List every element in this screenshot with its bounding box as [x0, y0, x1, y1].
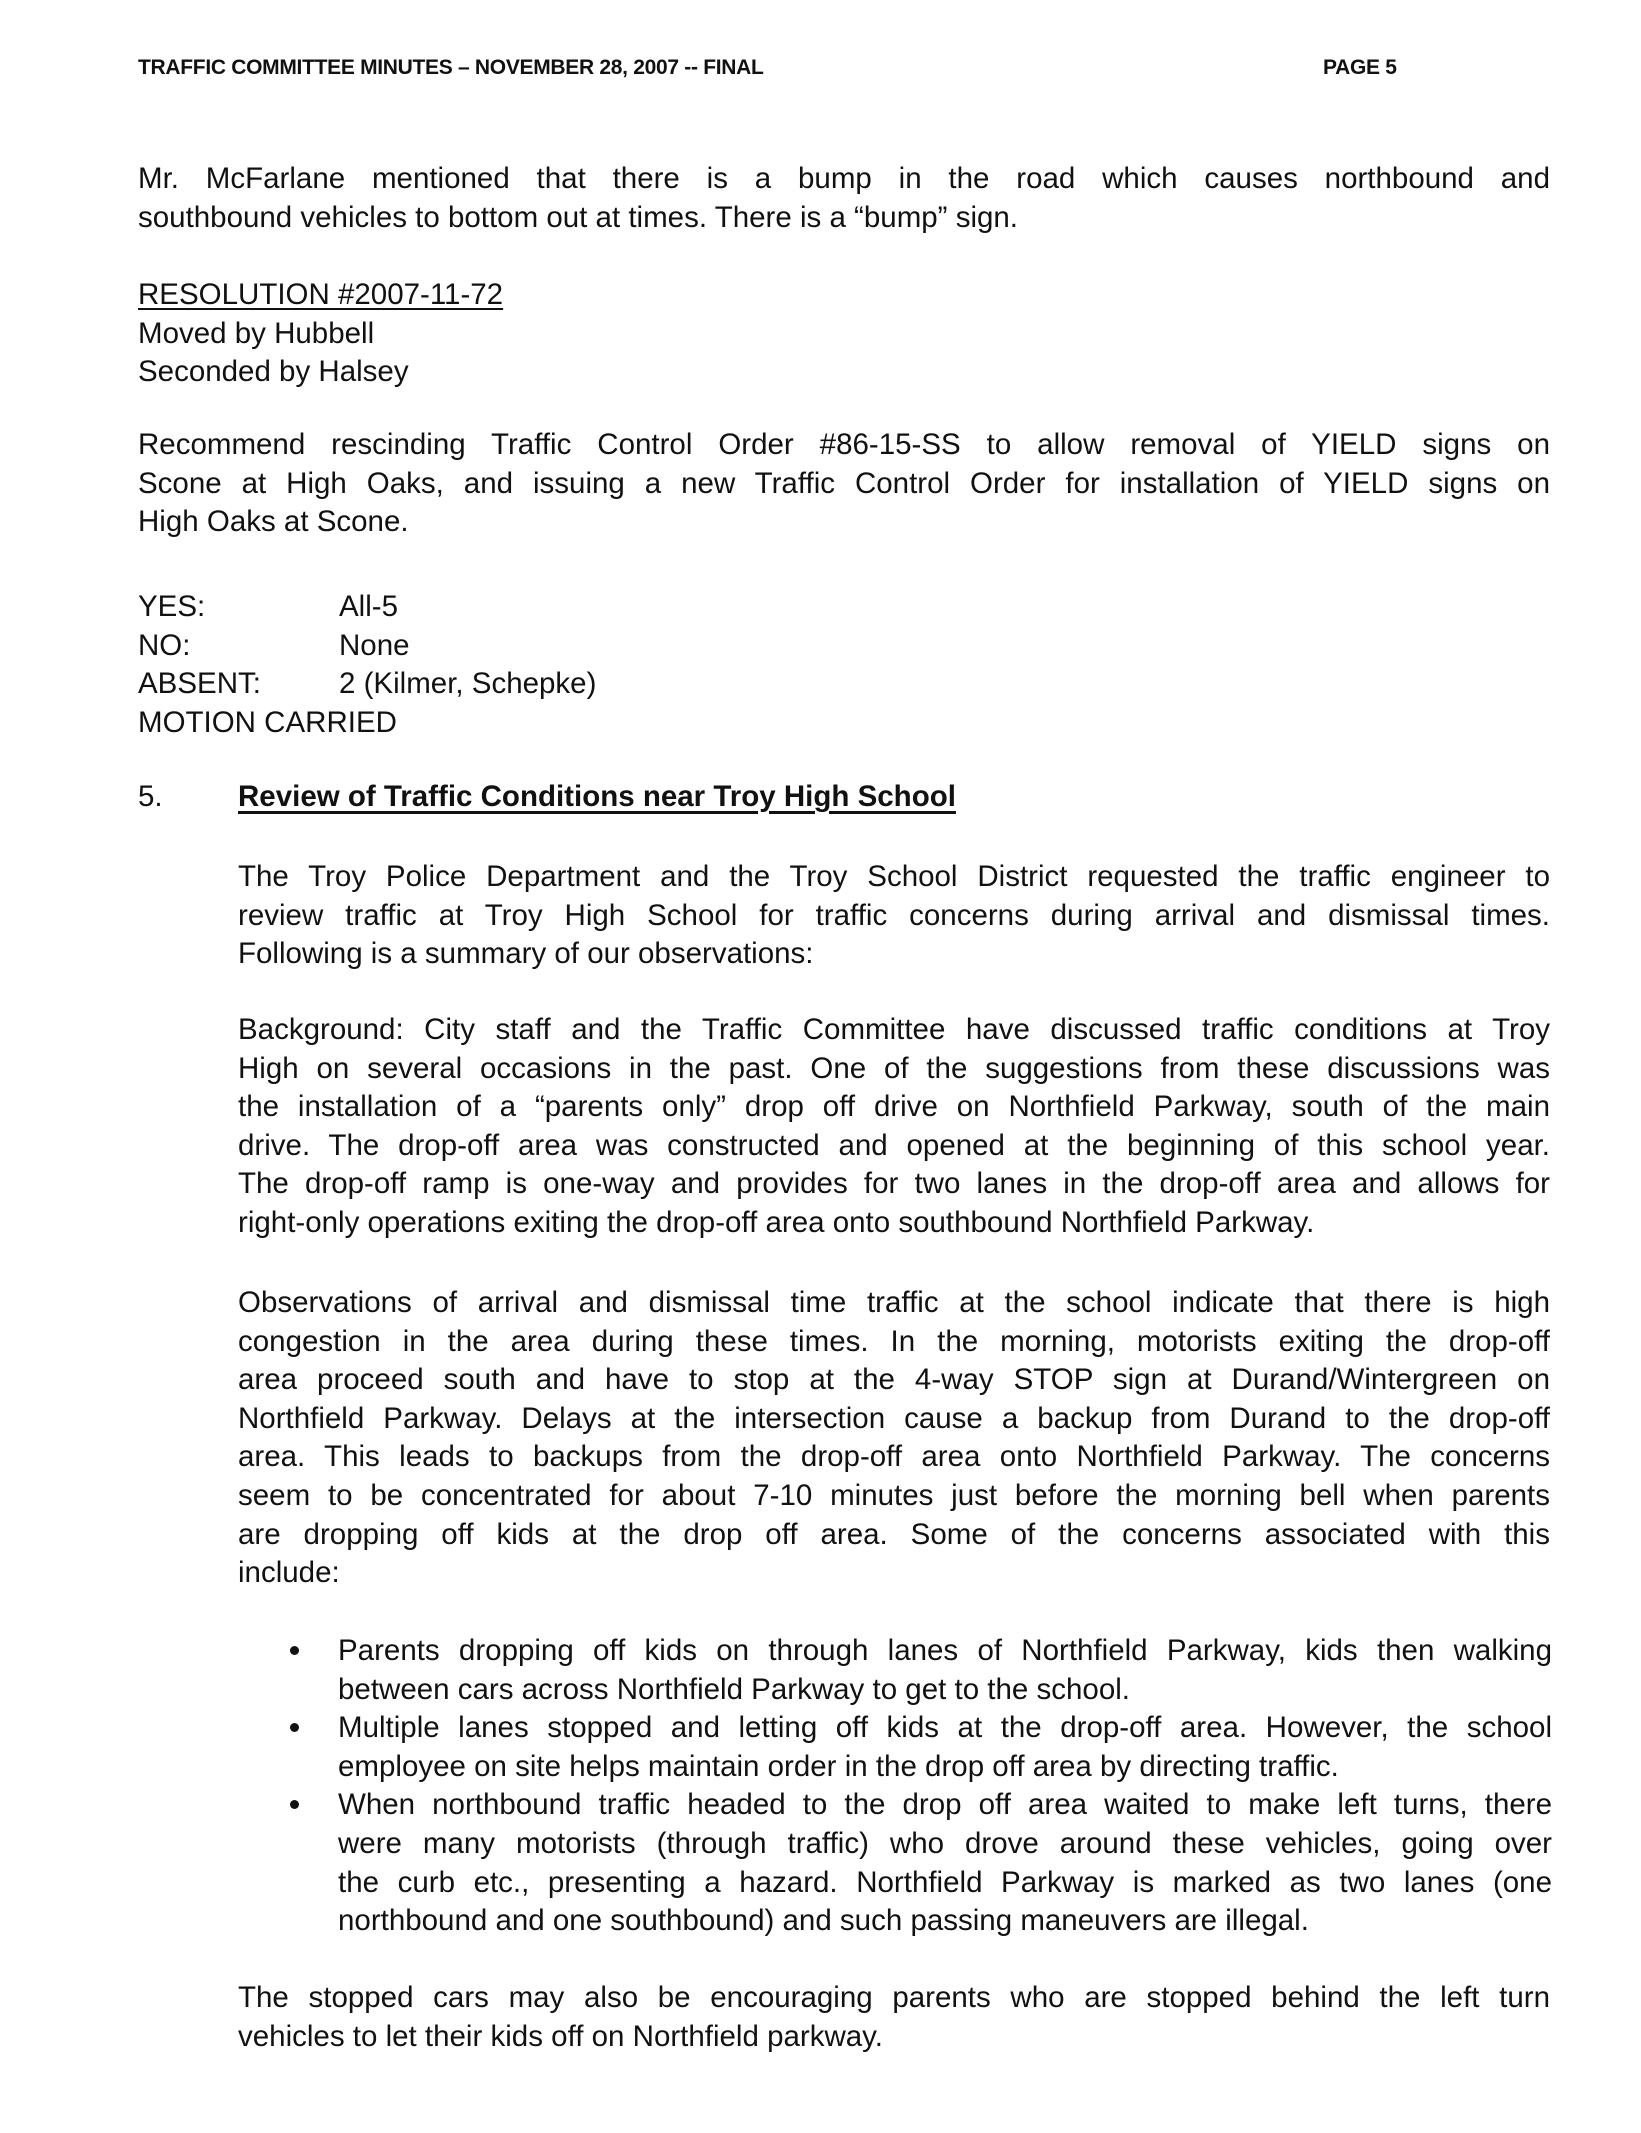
text-line: High Oaks at Scone.: [138, 505, 409, 539]
seconded-by: Seconded by Halsey: [138, 355, 409, 389]
resolution-text: [138, 426, 1550, 542]
text-line: the curb etc., presenting a hazard. Northfield Parkway is marked as two lanes (one: [338, 1865, 1552, 1899]
text-line: review traffic at Troy High School for traffic concerns during arrival and dismissal times.: [238, 898, 1550, 932]
text-line: Following is a summary of our observations:: [238, 937, 814, 971]
motion-result-text: MOTION CARRIED: [138, 705, 397, 739]
concerns-list: [290, 1632, 1552, 1941]
text-line: Parents dropping off kids on through lanes of Northfield Parkway, kids then walking: [338, 1634, 1552, 1667]
text-line: Multiple lanes stopped and letting off kids at the drop-off area. However, the school: [338, 1711, 1552, 1745]
section5-paragraph-1: [238, 858, 1550, 974]
vote-row-yes: [138, 588, 596, 627]
text-line: vehicles to let their kids off on Northfield parkway.: [238, 2019, 883, 2053]
text-line: southbound vehicles to bottom out at times. There is a “bump” sign.: [138, 200, 1019, 234]
text-line: area. This leads to backups from the drop-off area onto Northfield Parkway. The concerns: [238, 1440, 1550, 1474]
text-line: congestion in the area during these times. In the morning, motorists exiting the drop-off: [238, 1324, 1550, 1358]
text-line: include:: [238, 1556, 340, 1590]
page-number: PAGE 5: [1323, 56, 1397, 79]
text-line: High on several occasions in the past. One of the suggestions from these discussions was: [238, 1051, 1550, 1085]
moved-by: Moved by Hubbell: [138, 316, 375, 350]
text-line: seem to be concentrated for about 7-10 minutes just before the morning bell when parents: [238, 1478, 1550, 1512]
vote-tally: [138, 588, 596, 742]
text-line: Northfield Parkway. Delays at the intersection cause a backup from Durand to the drop-off: [238, 1401, 1550, 1435]
resolution-block: [138, 276, 1550, 392]
intro-paragraph: [138, 160, 1550, 237]
bullet-icon: [290, 1723, 299, 1732]
text-line: area proceed south and have to stop at the 4-way STOP sign at Durand/Wintergreen on: [238, 1363, 1550, 1397]
bullet-icon: [290, 1800, 299, 1809]
text-line: the installation of a “parents only” drop off drive on Northfield Parkway, south of the main: [238, 1090, 1550, 1124]
text-line: were many motorists (through traffic) who drove around these vehicles, going over: [338, 1826, 1552, 1860]
list-item: [290, 1786, 1552, 1940]
text-line: The stopped cars may also be encouraging parents who are stopped behind the left turn: [238, 1981, 1550, 2014]
vote-value: None: [339, 628, 410, 662]
document-header-title: TRAFFIC COMMITTEE MINUTES – NOVEMBER 28, 2007 -- FINAL: [138, 56, 764, 79]
text-line: right-only operations exiting the drop-off area onto southbound Northfield Parkway.: [238, 1205, 1315, 1239]
text-line: Scone at High Oaks, and issuing a new Traffic Control Order for installation of YIELD signs on: [138, 466, 1550, 500]
text-line: Recommend rescinding Traffic Control Order #86-15-SS to allow removal of YIELD signs on: [138, 428, 1550, 461]
vote-row-absent: [138, 665, 596, 704]
text-line: are dropping off kids at the drop off area. Some of the concerns associated with this: [238, 1517, 1550, 1551]
section-number: 5.: [138, 780, 163, 813]
text-line: Background: City staff and the Traffic Committee have discussed traffic conditions at Troy: [238, 1013, 1550, 1046]
text-line: Mr. McFarlane mentioned that there is a bump in the road which causes northbound and: [138, 162, 1550, 195]
text-line: northbound and one southbound) and such passing maneuvers are illegal.: [338, 1904, 1309, 1938]
vote-value: All-5: [339, 590, 399, 623]
text-line: When northbound traffic headed to the drop off area waited to make left turns, there: [338, 1788, 1552, 1822]
vote-row-no: [138, 627, 596, 666]
text-line: drive. The drop-off area was constructed and opened at the beginning of this school year.: [238, 1128, 1550, 1162]
section5-background-paragraph: [238, 1011, 1550, 1243]
text-line: The drop-off ramp is one-way and provides for two lanes in the drop-off area and allows for: [238, 1167, 1550, 1201]
vote-label: YES:: [138, 590, 206, 623]
vote-value: 2 (Kilmer, Schepke): [339, 667, 597, 701]
motion-result: [138, 704, 596, 743]
text-line: between cars across Northfield Parkway to get to the school.: [338, 1672, 1130, 1706]
section5-closing-paragraph: [238, 1979, 1550, 2056]
text-line: The Troy Police Department and the Troy School District requested the traffic engineer to: [238, 860, 1550, 893]
list-item: [290, 1632, 1552, 1709]
section5-observations-paragraph: [238, 1284, 1550, 1593]
bullet-icon: [290, 1646, 299, 1655]
vote-label: ABSENT:: [138, 667, 261, 701]
section-title: Review of Traffic Conditions near Troy High School: [238, 780, 956, 813]
list-item: [290, 1709, 1552, 1786]
vote-label: NO:: [138, 628, 191, 662]
text-line: employee on site helps maintain order in the drop off area by directing traffic.: [338, 1749, 1339, 1783]
resolution-number: RESOLUTION #2007-11-72: [138, 278, 504, 311]
text-line: Observations of arrival and dismissal time traffic at the school indicate that there is high: [238, 1286, 1550, 1319]
